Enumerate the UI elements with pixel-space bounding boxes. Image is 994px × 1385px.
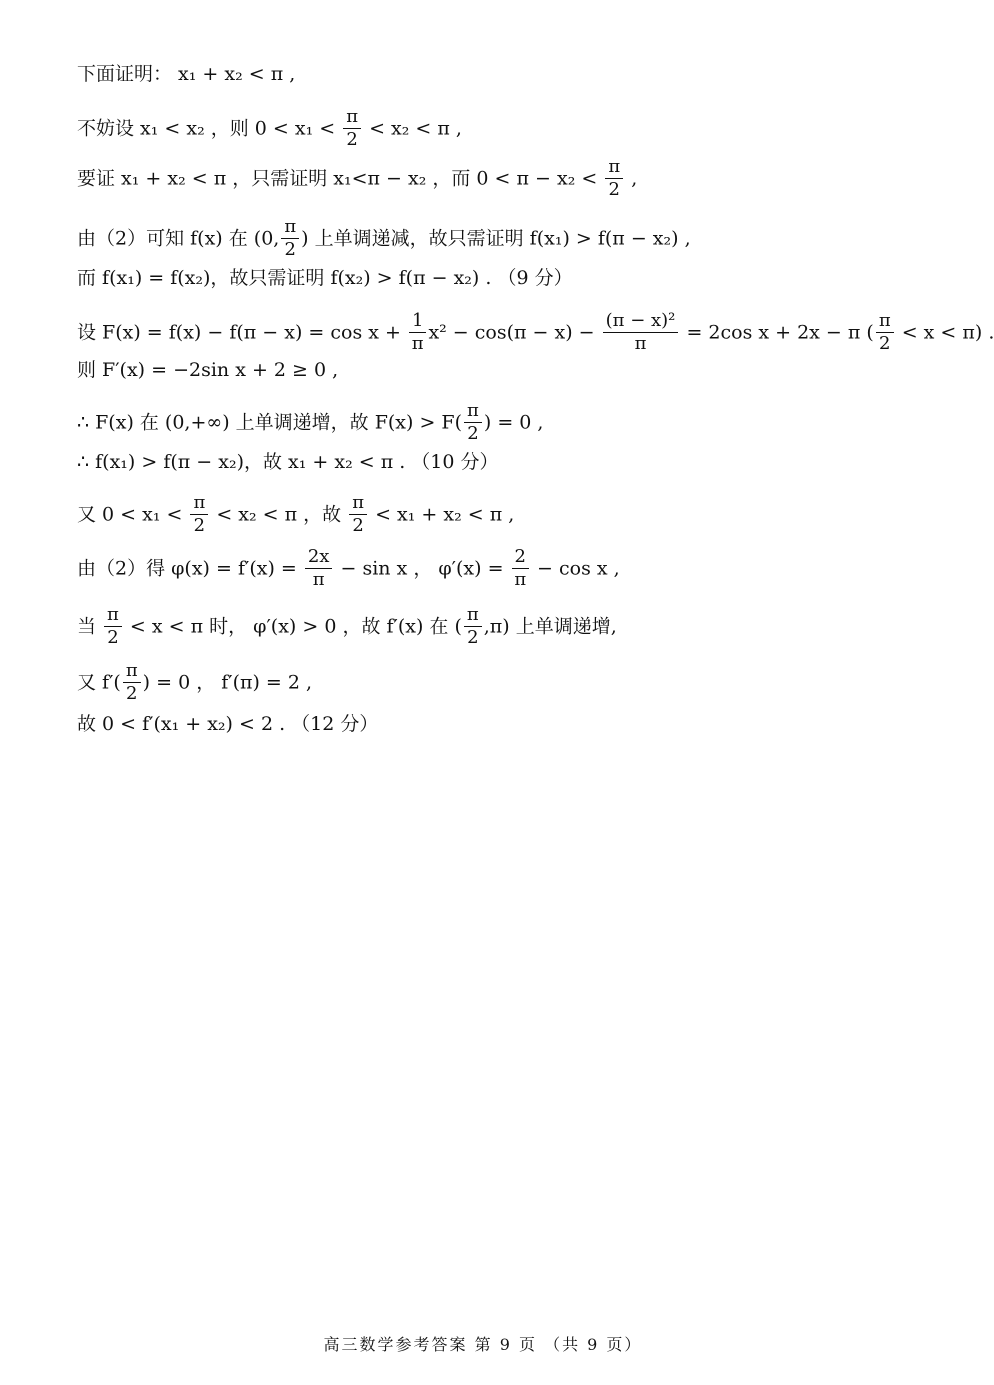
math-text: 又 0 < x₁ < [77,503,189,526]
math-text: 则 F′(x) = −2sin x + 2 ≥ 0 , [77,359,339,381]
math-text: 由（2）可知 f(x) 在 (0, [77,227,280,250]
math-text: < x₂ < π , [363,117,462,140]
solution-line [77,450,499,473]
fraction [512,546,529,591]
fraction [305,546,333,591]
math-text: < x < π) . [895,321,994,344]
math-text: 不妨设 x₁ < x₂ ，则 0 < x₁ < [77,117,342,140]
fraction-numerator: 1 [409,310,426,333]
solution-line [77,492,514,537]
fraction-numerator: π [876,310,894,333]
solution-line [77,156,637,201]
math-text: ∴ f(x₁) > f(π − x₂)，故 x₁ + x₂ < π . （10 分） [77,451,499,473]
solution-line [77,310,994,355]
fraction-numerator: π [123,660,141,683]
math-text: , [625,167,638,190]
math-text: 而 f(x₁) = f(x₂)，故只需证明 f(x₂) > f(π − x₂) . （9 分） [77,267,573,289]
fraction-denominator: 2 [467,423,479,444]
math-text: < x₂ < π ，故 [210,503,348,526]
math-text: − sin x ， φ′(x) = [334,557,510,580]
fraction-denominator: π [514,569,527,590]
fraction-denominator: π [312,569,325,590]
solution-line [77,358,338,381]
math-text: 下面证明： x₁ + x₂ < π , [77,63,296,85]
solution-line [77,106,462,151]
fraction [343,106,361,151]
solution-line [77,216,691,261]
math-text: 要证 x₁ + x₂ < π ，只需证明 x₁<π − x₂ ，而 0 < π − x₂ < [77,167,604,190]
fraction-numerator: π [605,156,623,179]
fraction [123,660,141,705]
fraction [190,492,208,537]
math-text: 又 f′( [77,671,121,694]
fraction-numerator: π [190,492,208,515]
fraction-numerator: π [281,216,299,239]
fraction-denominator: 2 [879,333,891,354]
fraction [464,400,482,445]
fraction-denominator: π [411,333,424,354]
fraction-denominator: 2 [352,515,364,536]
solution-line [77,400,543,445]
page-footer: 高三数学参考答案 第 9 页 （共 9 页） [323,1335,643,1354]
fraction-numerator: (π − x)² [603,310,679,333]
math-text: 当 [77,615,103,638]
fraction-numerator: π [343,106,361,129]
math-text: − cos x , [530,557,620,580]
math-text: 由（2）得 φ(x) = f′(x) = [77,557,303,580]
fraction [349,492,367,537]
math-text: 故 0 < f′(x₁ + x₂) < 2 . （12 分） [77,713,379,735]
solution-line [77,712,378,735]
fraction [464,604,482,649]
fraction-numerator: 2 [512,546,529,569]
solution-line [77,62,295,85]
math-text: ) = 0 , [483,411,544,434]
fraction-numerator: π [464,400,482,423]
fraction-numerator: 2x [305,546,333,569]
fraction-denominator: 2 [126,683,138,704]
math-text: < x₁ + x₂ < π , [369,503,515,526]
fraction-denominator: π [634,333,647,354]
fraction-denominator: 2 [346,129,358,150]
fraction [605,156,623,201]
fraction-denominator: 2 [193,515,206,536]
fraction [603,310,679,355]
math-text: ) 上单调递减，故只需证明 f(x₁) > f(π − x₂) , [301,227,691,250]
fraction-denominator: 2 [284,239,296,260]
fraction [281,216,299,261]
fraction-denominator: 2 [467,627,479,648]
solution-line [77,546,620,591]
solution-line [77,604,617,649]
fraction [409,310,426,355]
math-text: ∴ F(x) 在 (0,+∞) 上单调递增，故 F(x) > F( [77,411,463,434]
fraction [104,604,122,649]
math-text: = 2cos x + 2x − π ( [680,321,874,344]
fraction-numerator: π [104,604,122,627]
fraction-numerator: π [464,604,482,627]
math-text: ,π) 上单调递增, [483,615,617,638]
fraction-numerator: π [349,492,367,515]
math-text: 设 F(x) = f(x) − f(π − x) = cos x + [77,321,407,344]
math-text: < x < π 时， φ′(x) > 0 ，故 f′(x) 在 ( [123,615,462,638]
fraction [876,310,894,355]
fraction-denominator: 2 [608,179,620,200]
math-text: ) = 0 ， f′(π) = 2 , [142,671,313,694]
fraction-denominator: 2 [107,627,119,648]
solution-line [77,266,573,289]
math-text: x² − cos(π − x) − [428,321,601,344]
solution-line [77,660,312,705]
